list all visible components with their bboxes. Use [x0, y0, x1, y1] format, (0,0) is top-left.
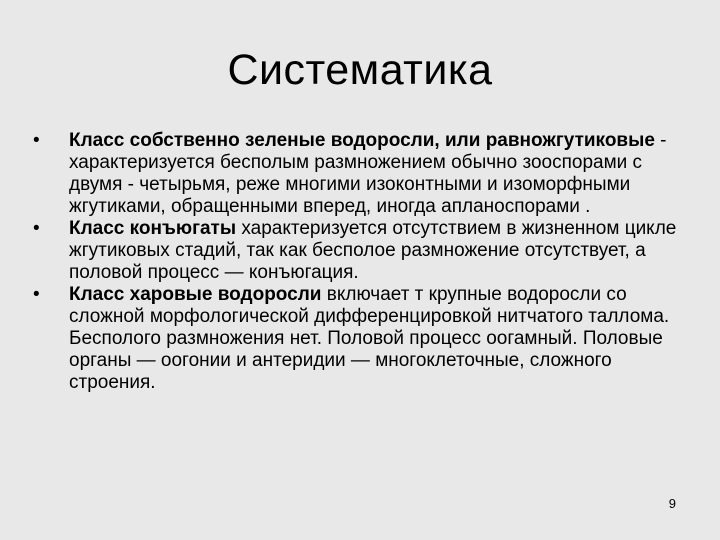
bullet-icon: •	[33, 130, 40, 151]
page-number: 9	[668, 496, 676, 511]
bullet-text: характеризуется отсутствием в жизненном цикле жгутиковых стадий, так как бесполое размножение отсутствует, а половой процесс — конъюгация.	[69, 218, 677, 283]
bullet-heading: Класс собственно зеленые водоросли, или равножгутиковые	[69, 130, 655, 151]
slide-title: Систематика	[227, 46, 493, 94]
bullet-text: - характеризуется бесполым размножением обычно зооспорами с двумя - четырьмя, реже многими изоконтными и изоморфными жгутиками, обращенными вперед, иногда апланоспорами .	[69, 130, 667, 217]
bullet-item-conjugates	[33, 218, 683, 284]
bullet-icon: •	[33, 218, 40, 239]
bullet-item-green-algae	[33, 130, 683, 218]
bullet-list	[33, 130, 683, 394]
bullet-heading: Класс харовые водоросли	[69, 284, 322, 305]
bullet-icon: •	[33, 284, 40, 305]
bullet-item-charophytes	[33, 284, 683, 394]
bullet-text: включает т крупные водоросли со сложной морфологической дифференцировкой нитчатого таллома. Бесполого размножения нет. Половой процесс оогамный. Половые органы — оогонии и антеридии — многоклеточные, сложного строения.	[69, 284, 670, 393]
bullet-heading: Класс конъюгаты	[69, 218, 237, 239]
